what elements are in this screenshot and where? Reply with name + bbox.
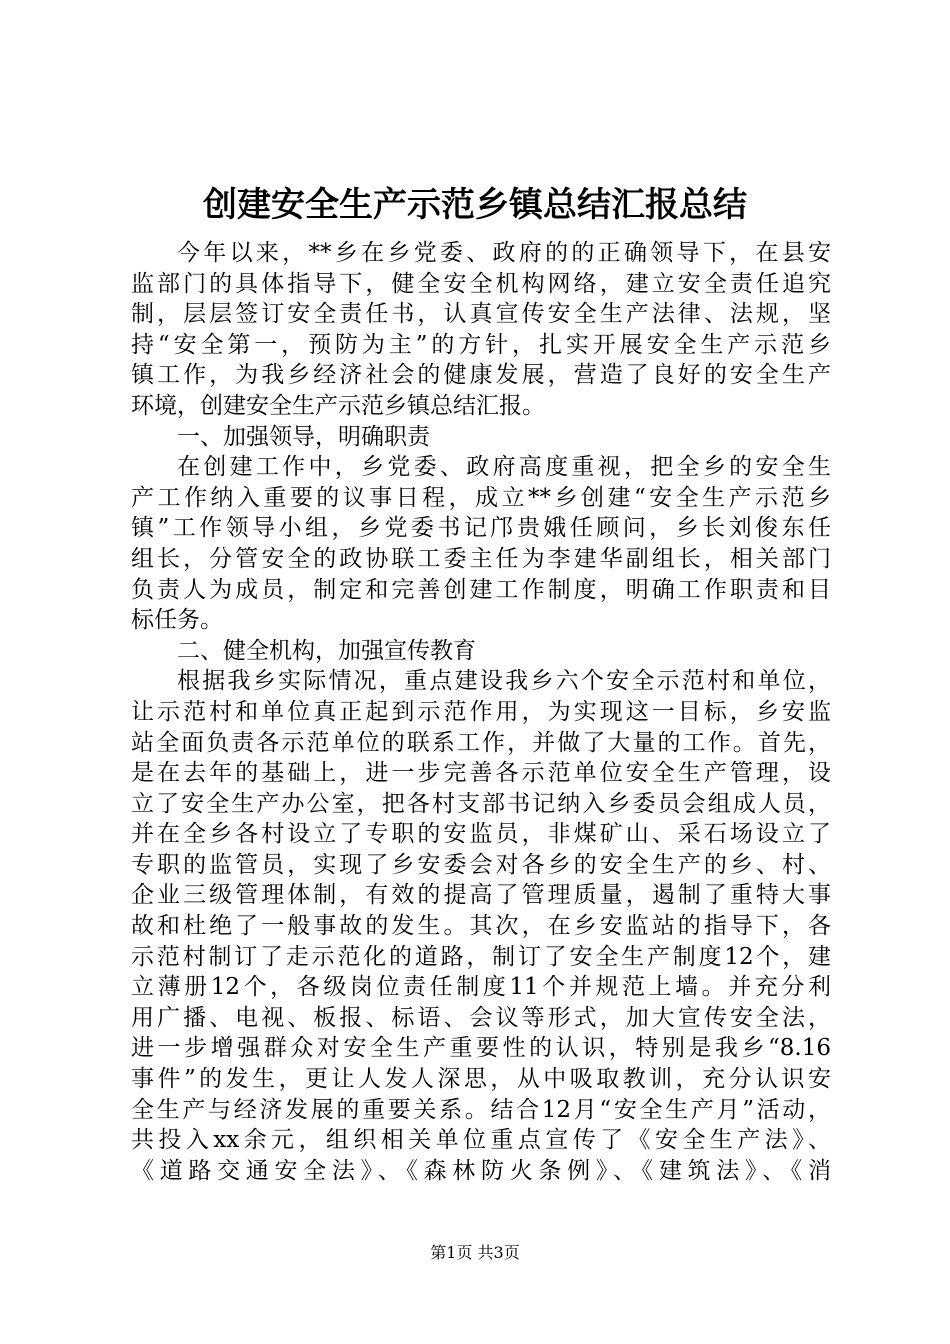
text-line: 企业三级管理体制，有效的提高了管理质量，遏制了重特大事 [131,882,831,909]
text-line: 共投入xx余元，组织相关单位重点宣传了《安全生产法》、 [131,1127,831,1154]
text-line: 用广播、电视、板报、标语、会议等形式，加大宣传安全法， [131,1004,831,1031]
document-body [131,238,831,1186]
text-line: 负责人为成员，制定和完善创建工作制度，明确工作职责和目 [131,576,831,603]
text-line: 立薄册12个，各级岗位责任制度11个并规范上墙。并充分利 [131,974,831,1001]
text-line: 根据我乡实际情况，重点建设我乡六个安全示范村和单位， [177,668,831,695]
text-line: 故和杜绝了一般事故的发生。其次，在乡安监站的指导下，各 [131,913,831,940]
text-line: 产工作纳入重要的议事日程，成立**乡创建“安全生产示范乡 [131,484,831,511]
text-line: 专职的监管员，实现了乡安委会对各乡的安全生产的乡、村、 [131,851,831,878]
text-line: 让示范村和单位真正起到示范作用，为实现这一目标，乡安监 [131,698,831,725]
text-line: 全生产与经济发展的重要关系。结合12月“安全生产月”活动， [131,1096,831,1123]
page-footer: 第1页 共3页 [430,1243,520,1262]
text-line: 制，层层签订安全责任书，认真宣传安全生产法律、法规，坚 [131,301,831,328]
text-line: 今年以来，**乡在乡党委、政府的的正确领导下，在县安 [177,240,831,266]
text-line: 持“安全第一，预防为主”的方针，扎实开展安全生产示范乡 [131,331,831,358]
text-line: 进一步增强群众对安全生产重要性的认识，特别是我乡“8.16 [131,1035,831,1062]
text-line: 《道路交通安全法》、《森林防火条例》、《建筑法》、《消 [131,1157,831,1184]
section-heading: 一、加强领导，明确职责 [177,423,430,450]
text-line: 组长，分管安全的政协联工委主任为李建华副组长，相关部门 [131,545,831,572]
text-line: 镇”工作领导小组，乡党委书记邝贵娥任顾问，乡长刘俊东任 [131,515,831,542]
text-line: 在创建工作中，乡党委、政府高度重视，把全乡的安全生 [177,454,831,481]
text-line: 镇工作，为我乡经济社会的健康发展，营造了良好的安全生产 [131,362,831,389]
page-title: 创建安全生产示范乡镇总结汇报总结 [203,185,747,225]
text-line: 站全面负责各示范单位的联系工作，并做了大量的工作。首先， [131,729,831,756]
text-line: 标任务。 [131,607,223,634]
text-line: 事件”的发生，更让人发人深思，从中吸取教训，充分认识安 [131,1066,831,1093]
text-line: 环境，创建安全生产示范乡镇总结汇报。 [131,392,545,419]
text-line: 立了安全生产办公室，把各村支部书记纳入乡委员会组成人员， [131,790,831,817]
text-line: 监部门的具体指导下，健全安全机构网络，建立安全责任追究 [131,270,831,297]
text-line: 是在去年的基础上，进一步完善各示范单位安全生产管理，设 [131,760,831,787]
section-heading: 二、健全机构，加强宣传教育 [177,637,476,664]
text-line: 示范村制订了走示范化的道路，制订了安全生产制度12个，建 [131,943,831,970]
text-line: 并在全乡各村设立了专职的安监员，非煤矿山、采石场设立了 [131,821,831,848]
